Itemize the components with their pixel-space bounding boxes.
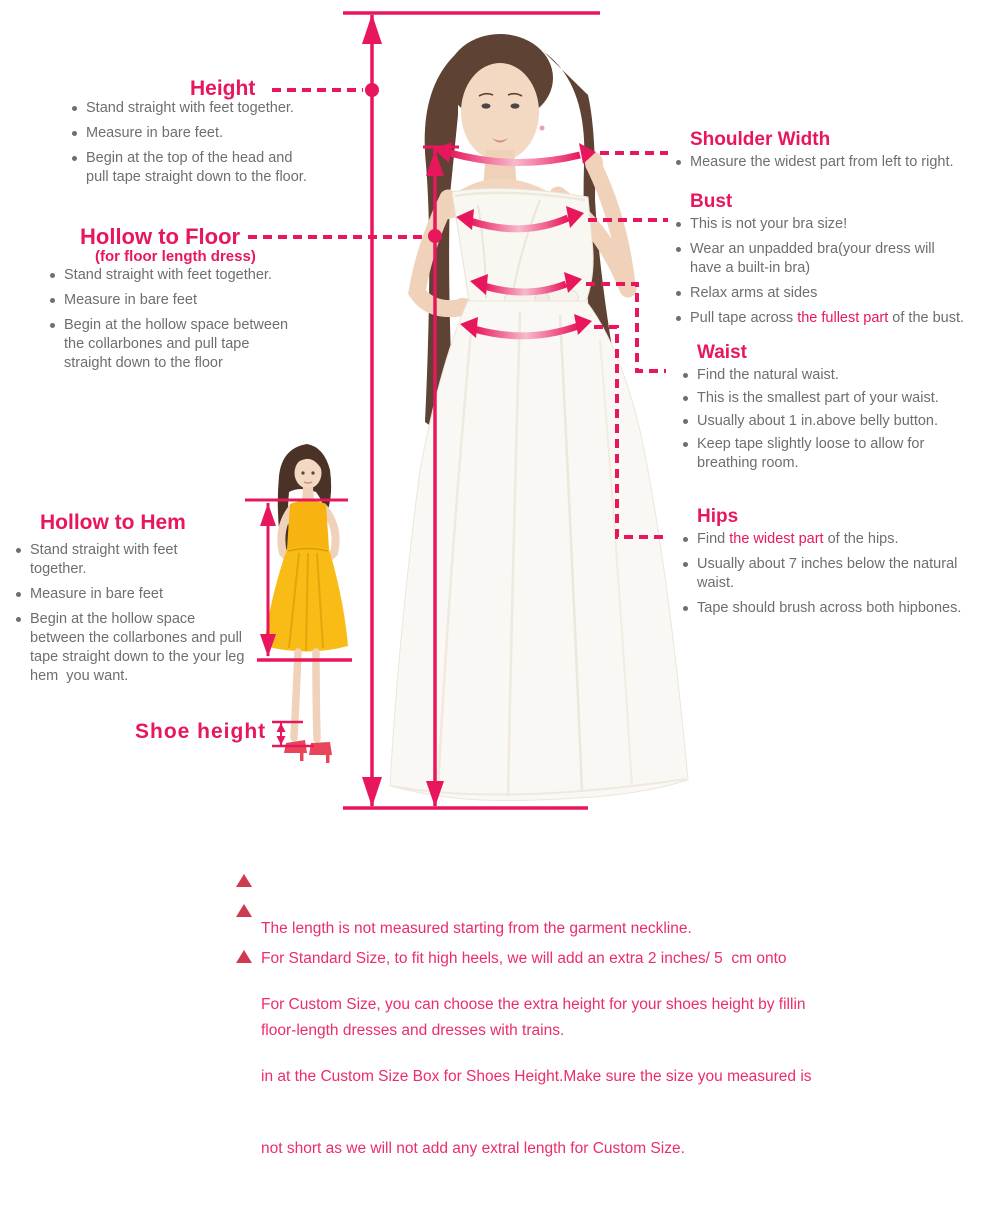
list-item: Stand straight with feet together. (64, 266, 364, 285)
list-item: This is not your bra size! (690, 215, 996, 234)
height-bullets (86, 99, 356, 193)
hips-section (683, 506, 1003, 624)
warning-triangle-icon (236, 950, 252, 963)
height-title: Height (190, 77, 256, 100)
list-item: Begin at the hollow space between the collarbones and pull tape straight down to the floor (64, 316, 364, 373)
list-item: Usually about 1 in.above belly button. (697, 412, 1003, 431)
shoe-height-title: Shoe height (135, 720, 267, 743)
list-item: Begin at the hollow space between the collarbones and pull tape straight down to the your leg hem you want. (30, 610, 265, 686)
highlighted-text: the widest part (729, 531, 824, 547)
warning-triangle-icon (236, 904, 252, 917)
list-item: Pull tape across the fullest part of the bust. (690, 309, 996, 328)
bust-title: Bust (690, 191, 733, 212)
list-item: Keep tape slightly loose to allow for breathing room. (697, 435, 1003, 473)
shoulder-tape-arrow (434, 142, 668, 164)
shoulder-width-title: Shoulder Width (690, 129, 831, 150)
note-standard-size: For Standard Size, to fit high heels, we will add an extra 2 inches/ 5 cm onto floor-length dresses and dresses with trains. (236, 899, 787, 1091)
list-item: Relax arms at sides (690, 284, 996, 303)
hollow-to-hem-bullets (30, 541, 265, 692)
list-item: Measure in bare feet (64, 291, 364, 310)
list-item: Find the widest part of the hips. (697, 530, 1003, 549)
list-item: Wear an unpadded bra(your dress will have a built-in bra) (690, 240, 996, 278)
hollow-to-floor-bullets (64, 266, 364, 379)
small-model-photo (264, 444, 348, 763)
list-item: Usually about 7 inches below the natural waist. (697, 555, 1003, 593)
list-item: Begin at the top of the head and pull tape straight down to the floor. (86, 149, 356, 187)
hollow-to-floor-title: Hollow to Floor (80, 224, 241, 249)
hips-title: Hips (697, 506, 739, 527)
warning-triangle-icon (236, 874, 252, 887)
waist-title: Waist (697, 342, 747, 363)
list-item: This is the smallest part of your waist. (697, 389, 1003, 408)
list-item: Tape should brush across both hipbones. (697, 599, 1003, 618)
list-item: Find the natural waist. (697, 366, 1003, 385)
hollow-to-hem-title: Hollow to Hem (40, 511, 186, 534)
hollow-to-floor-subtitle: (for floor length dress) (95, 248, 256, 265)
waist-section (683, 342, 1003, 479)
list-item: Measure the widest part from left to right. (690, 153, 996, 172)
shoulder-width-section (676, 129, 996, 178)
note-neckline: The length is not measured starting from the garment neckline. (236, 869, 692, 989)
highlighted-text: the fullest part (797, 310, 889, 326)
list-item: Measure in bare feet (30, 585, 265, 604)
list-item: Stand straight with feet together. (86, 99, 356, 118)
list-item: Measure in bare feet. (86, 124, 356, 143)
bust-section (676, 191, 996, 334)
list-item: Stand straight with feet together. (30, 541, 265, 579)
note-custom-size: For Custom Size, you can choose the extra height for your shoes height by fillin in at the Custom Size Box for Shoes Height.Make sure the size you measured is not short as we will not add any extral length for Custom Size. (236, 945, 812, 1209)
